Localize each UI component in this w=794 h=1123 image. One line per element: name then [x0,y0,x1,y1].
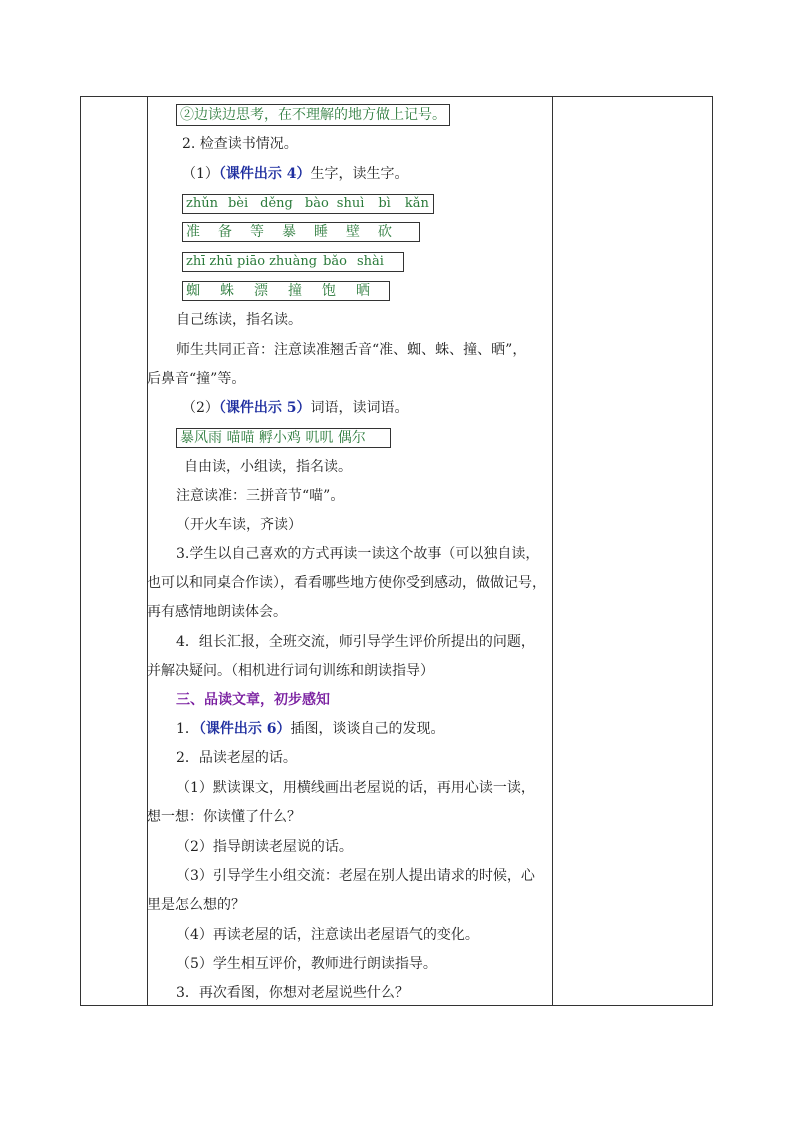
section-heading-3: 三、品读文章，初步感知 [176,692,330,708]
pinyin: shuì [336,196,365,211]
train-reading: （开火车读，齐读） [176,517,302,533]
step-look-again: 3．再次看图，你想对老屋说些什么？ [176,985,409,1001]
pinyin: zhǔn [186,196,218,211]
practice-reading: 自己练读，指名读。 [176,312,302,328]
step-4-a: 4．组长汇报，全班交流，师引导学生评价所提出的问题， [176,634,535,650]
step-check-reading: 2. 检查读书情况。 [182,136,298,152]
pinyin: bǎo [323,254,348,269]
step-3-b: 也可以和同桌合作读），看看哪些地方使你受到感动，做做记号， [147,575,546,591]
sub-4: （4）再读老屋的话，注意读出老屋语气的变化。 [176,927,479,943]
step-words: （2）（课件出示 5）词语，读词语。 [182,400,409,416]
hanzi: 晒 [356,283,370,299]
hanzi: 壁 [346,224,360,240]
step-read-house-words: 2．品读老屋的话。 [176,750,297,766]
pinyin: zhū [209,254,233,269]
hanzi-box-2 [182,281,390,301]
pinyin: zhī [186,254,206,269]
hanzi-box-1 [182,222,420,242]
hanzi: 撞 [288,283,302,299]
note-syllable: 注意读准：三拼音节“喵”。 [176,488,345,504]
column-divider-right [552,97,553,1005]
step-3-a: 3.学生以自己喜欢的方式再读一读这个故事（可以独自读， [176,546,540,562]
pinyin-box-2 [182,252,404,272]
hanzi: 暴 [282,224,296,240]
sub-1-b: 想一想：你读懂了什么？ [147,809,301,825]
pinyin: kǎn [404,196,429,211]
step-3-c: 再有感情地朗读体会。 [147,604,287,620]
hanzi: 等 [250,224,264,240]
sub-3-b: 里是怎么想的？ [147,897,245,913]
hint-box [176,104,450,126]
pinyin: shài [357,254,384,269]
hanzi: 饱 [322,283,336,299]
words-box [176,428,391,448]
pinyin: děng [260,196,293,211]
pinyin: bào [304,196,329,211]
sub-3-a: （3）引导学生小组交流：老屋在别人提出请求的时候，心 [176,868,535,884]
sub-2: （2）指导朗读老屋说的话。 [176,839,353,855]
hint-text: ②边读边思考，在不理解的地方做上记号。 [180,107,446,123]
hanzi: 漂 [254,283,268,299]
pinyin: piāo [237,254,266,269]
hanzi: 蛛 [220,283,234,299]
pinyin: bì [378,196,391,211]
pinyin-box-1 [182,194,434,214]
hanzi: 准 [186,224,200,240]
free-reading: 自由读，小组读，指名读。 [184,459,352,475]
hanzi: 砍 [378,224,392,240]
pronunciation-note-b: 后鼻音“撞”等。 [147,371,246,387]
pinyin: bèi [227,196,249,211]
step-illustration: 1．（课件出示 6）插图，谈谈自己的发现。 [176,721,445,737]
words-text: 暴风雨 喵喵 孵小鸡 叽叽 偶尔 [180,430,366,446]
sub-5: （5）学生相互评价，教师进行朗读指导。 [176,956,437,972]
step-4-b: 并解决疑问。（相机进行词句训练和朗读指导） [147,663,434,679]
pronunciation-note-a: 师生共同正音：注意读准翘舌音“准、蜘、蛛、撞、晒”， [176,342,527,358]
hanzi: 蜘 [186,283,200,299]
hanzi: 备 [218,224,232,240]
hanzi: 睡 [314,224,328,240]
step-new-chars: （1）（课件出示 4）生字，读生字。 [182,166,409,182]
pinyin: zhuàng [269,254,318,269]
sub-1-a: （1）默读课文，用横线画出老屋说的话，再用心读一读， [176,780,535,796]
column-divider-left [147,97,148,1005]
